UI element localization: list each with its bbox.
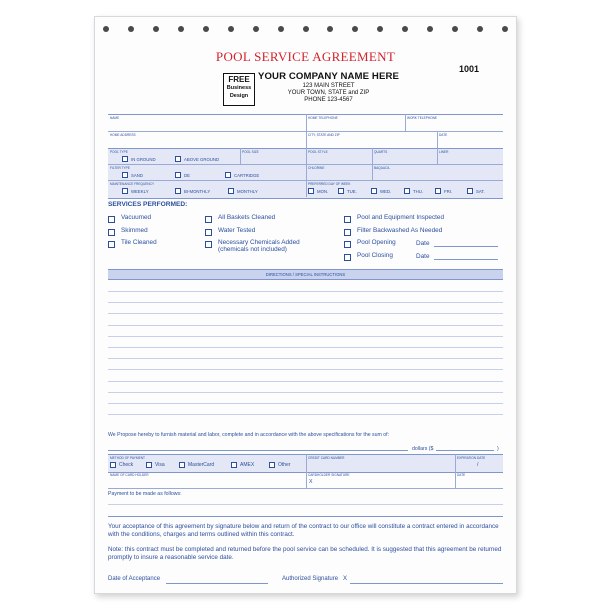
expiration-slash: / [477, 462, 479, 468]
date-of-acceptance-line[interactable] [166, 583, 268, 584]
date-label: Date [416, 240, 430, 247]
checkbox[interactable] [108, 229, 115, 236]
divider [437, 131, 438, 148]
company-address1: 123 MAIN STREET [302, 82, 355, 89]
divider [405, 114, 406, 131]
divider [306, 114, 307, 131]
company-name: YOUR COMPANY NAME HERE [258, 71, 399, 82]
option-label: BI-MONTHLY [184, 188, 211, 194]
in-ground-option[interactable] [122, 156, 156, 162]
binding-hole [502, 26, 508, 32]
binding-hole [103, 26, 109, 32]
service-label: Skimmed [121, 227, 148, 234]
divider [306, 454, 307, 488]
binding-hole [327, 26, 333, 32]
service-vacuumed[interactable] [108, 215, 151, 223]
proposal-text: We Propose hereby to furnish material and labor, complete and in accordance with the above specifications for the sum of: [108, 432, 390, 438]
expiration-date-label: EXPIRATION DATE [457, 456, 486, 460]
binding-hole [427, 26, 433, 32]
authorized-signature-x: X [343, 576, 348, 582]
preferred-day-label: PREFERRED DAY OF WEEK [308, 182, 351, 186]
quarts-label: QUARTS [374, 150, 388, 154]
service-skimmed[interactable] [108, 228, 148, 236]
service-label: Water Tested [218, 227, 256, 234]
binding-hole [303, 26, 309, 32]
binding-hole [477, 26, 483, 32]
binding-hole [228, 26, 234, 32]
method-of-payment-label: METHOD OF PAYMENT [110, 456, 145, 460]
form-number: 1001 [459, 64, 480, 74]
directions-line[interactable] [108, 347, 503, 348]
form-sheet [94, 16, 517, 594]
day-option-wed[interactable] [371, 188, 391, 194]
divider [455, 454, 456, 488]
service-all-baskets[interactable] [205, 215, 275, 223]
service-label: Filter Backwashed As Needed [357, 227, 443, 234]
payment-terms-line[interactable] [108, 516, 503, 517]
service-pool-closing[interactable] [344, 253, 393, 261]
payment-terms-label: Payment to be made as follows: [108, 491, 182, 497]
option-label: TUE. [347, 188, 357, 194]
directions-line[interactable] [108, 336, 503, 337]
checkbox[interactable] [175, 188, 181, 194]
checkbox[interactable] [269, 462, 275, 468]
checkbox[interactable] [231, 462, 237, 468]
monthly-option[interactable] [228, 188, 258, 194]
payment-other-option[interactable] [269, 462, 291, 468]
service-label: Pool and Equipment Inspected [357, 214, 445, 221]
date-underline[interactable] [434, 240, 498, 247]
option-label: MONTHLY [237, 188, 258, 194]
checkbox[interactable] [344, 241, 351, 248]
name-label: NAME [110, 116, 120, 120]
service-label-note: (chemicals not included) [218, 245, 287, 253]
date-label: Date [416, 253, 430, 260]
card-holder-name-label: NAME OF CARD HOLDER [110, 473, 149, 477]
option-label: WED. [380, 188, 392, 194]
option-label: Other [278, 462, 291, 468]
date-label: DATE [439, 133, 448, 137]
directions-line[interactable] [108, 313, 503, 314]
option-label: AMEX [240, 462, 255, 468]
checkbox[interactable] [205, 241, 212, 248]
date-underline[interactable] [434, 253, 498, 260]
authorized-signature-line[interactable] [350, 583, 503, 584]
services-title: SERVICES PERFORMED: [108, 201, 188, 208]
payment-check-option[interactable] [110, 462, 133, 468]
date-of-acceptance-label: Date of Acceptance [108, 576, 161, 582]
binding-hole [128, 26, 134, 32]
checkbox[interactable] [122, 156, 128, 162]
directions-line[interactable] [108, 414, 503, 415]
divider [437, 148, 438, 164]
checkbox[interactable] [308, 188, 314, 194]
credit-card-number-label: CREDIT CARD NUMBER [308, 456, 345, 460]
checkbox[interactable] [228, 188, 234, 194]
amount-line[interactable] [108, 450, 408, 451]
checkbox[interactable] [371, 188, 377, 194]
dollars-close-paren: ) [497, 446, 499, 452]
cartridge-option[interactable] [225, 172, 259, 178]
option-label: MasterCard [188, 462, 215, 468]
divider [306, 148, 307, 197]
note-paragraph: Note: this contract must be completed and returned before the pool service can be scheduled. It is suggested that this agreement be returned promptly to insure a reasonable service date. [108, 546, 502, 562]
logo-line3: Design [229, 92, 249, 99]
option-label: Check [119, 462, 134, 468]
binding-hole [352, 26, 358, 32]
filter-type-label: FILTER TYPE [110, 166, 130, 170]
company-address2: YOUR TOWN, STATE and ZIP [287, 89, 370, 96]
day-option-tue[interactable] [338, 188, 357, 194]
binding-hole [452, 26, 458, 32]
binding-hole [253, 26, 259, 32]
home-telephone-label: HOME TELEPHONE [308, 116, 338, 120]
binding-holes [103, 26, 508, 32]
service-label: All Baskets Cleaned [218, 214, 276, 221]
city-state-zip-label: CITY, STATE AND ZIP [308, 133, 340, 137]
day-option-sat[interactable] [467, 188, 485, 194]
baquacil-label: BAQUACIL [374, 166, 391, 170]
service-filter-backwashed[interactable] [344, 228, 442, 236]
directions-line[interactable] [108, 291, 503, 292]
payment-mastercard-option[interactable] [179, 462, 214, 468]
checkbox[interactable] [225, 172, 231, 178]
service-pool-opening[interactable] [344, 240, 396, 248]
divider [372, 148, 373, 180]
service-chemicals-added[interactable] [205, 240, 300, 253]
checkbox[interactable] [110, 462, 116, 468]
checkbox[interactable] [467, 188, 473, 194]
payment-terms-line[interactable] [108, 504, 503, 505]
checkbox[interactable] [108, 241, 115, 248]
checkbox[interactable] [435, 188, 441, 194]
de-option[interactable] [175, 172, 190, 178]
checkbox[interactable] [205, 229, 212, 236]
option-label: ABOVE GROUND [184, 156, 220, 162]
checkbox[interactable] [175, 172, 181, 178]
directions-line[interactable] [108, 392, 503, 393]
day-option-thu[interactable] [404, 188, 423, 194]
service-label: Pool Closing [357, 252, 393, 259]
home-address-label: HOME ADDRESS [110, 133, 136, 137]
service-label-text: Necessary Chemicals Added [218, 239, 300, 246]
checkbox[interactable] [344, 254, 351, 261]
directions-line[interactable] [108, 302, 503, 303]
day-option-fri[interactable] [435, 188, 452, 194]
binding-hole [178, 26, 184, 32]
weekly-option[interactable] [122, 188, 149, 194]
option-label: THU. [413, 188, 424, 194]
maintenance-frequency-label: MAINTENANCE FREQUENCY [110, 182, 155, 186]
binding-hole [153, 26, 159, 32]
checkbox[interactable] [344, 216, 351, 223]
work-telephone-label: WORK TELEPHONE [407, 116, 438, 120]
service-pool-inspected[interactable] [344, 215, 444, 223]
option-label: Visa [155, 462, 165, 468]
pool-size-label: POOL SIZE [242, 150, 259, 154]
binding-hole [203, 26, 209, 32]
option-label: SAND [131, 172, 143, 178]
bi-monthly-option[interactable] [175, 188, 210, 194]
chlorine-label: CHLORINE [308, 166, 325, 170]
binding-hole [278, 26, 284, 32]
option-label: DE [184, 172, 190, 178]
service-label: Tile Cleaned [121, 239, 157, 246]
checkbox[interactable] [122, 172, 128, 178]
pool-type-label: POOL TYPE [110, 150, 128, 154]
checkbox[interactable] [175, 156, 181, 162]
authorized-signature-label: Authorized Signature [282, 576, 339, 582]
directions-header: DIRECTIONS / SPECIAL INSTRUCTIONS [108, 269, 503, 280]
checkbox[interactable] [108, 216, 115, 223]
option-label: IN GROUND [131, 156, 156, 162]
directions-line[interactable] [108, 381, 503, 382]
directions-line[interactable] [108, 403, 503, 404]
dollars-amount-line[interactable] [436, 450, 494, 451]
logo-line2: Business [226, 85, 252, 91]
checkbox[interactable] [338, 188, 344, 194]
sand-option[interactable] [122, 172, 143, 178]
opening-date-field[interactable] [416, 240, 498, 247]
cardholder-signature-label: CARDHOLDER SIGNATURE [308, 473, 350, 477]
divider [240, 148, 241, 164]
binding-hole [402, 26, 408, 32]
dollars-label: dollars ($ [412, 446, 434, 452]
option-label: CARTRIDGE [234, 172, 260, 178]
day-option-mon[interactable] [308, 188, 328, 194]
payment-date-label: DATE [457, 473, 466, 477]
service-label: Pool Opening [357, 239, 396, 246]
closing-date-field[interactable] [416, 253, 498, 260]
cardholder-signature-x: X [309, 479, 313, 485]
directions-line[interactable] [108, 325, 503, 326]
logo-line1: FREE [228, 75, 250, 84]
service-label [218, 240, 300, 253]
option-label: FRI. [444, 188, 453, 194]
company-block [258, 72, 399, 103]
checkbox[interactable] [344, 229, 351, 236]
form-title: POOL SERVICE AGREEMENT [215, 49, 396, 64]
above-ground-option[interactable] [175, 156, 219, 162]
divider [108, 488, 503, 489]
checkbox[interactable] [179, 462, 185, 468]
directions-line[interactable] [108, 369, 503, 370]
checkbox[interactable] [205, 216, 212, 223]
checkbox[interactable] [404, 188, 410, 194]
service-water-tested[interactable] [205, 228, 255, 236]
service-tile-cleaned[interactable] [108, 240, 157, 248]
checkbox[interactable] [146, 462, 152, 468]
company-phone: PHONE 123-4567 [304, 96, 353, 103]
option-label: WEEKLY [131, 188, 149, 194]
checkbox[interactable] [122, 188, 128, 194]
payment-amex-option[interactable] [231, 462, 254, 468]
directions-line[interactable] [108, 358, 503, 359]
binding-hole [377, 26, 383, 32]
divider [306, 131, 307, 148]
option-label: SAT. [476, 188, 485, 194]
service-label: Vacuumed [121, 214, 152, 221]
pool-style-label: POOL STYLE [308, 150, 328, 154]
liner-label: LINER [439, 150, 449, 154]
option-label: MON. [317, 188, 329, 194]
company-logo [223, 73, 255, 106]
acceptance-paragraph: Your acceptance of this agreement by signature below and return of the contract to our office will constitute a contract entered in accordance with the conditions, charges and terms outlined within this contract. [108, 523, 499, 539]
payment-visa-option[interactable] [146, 462, 165, 468]
